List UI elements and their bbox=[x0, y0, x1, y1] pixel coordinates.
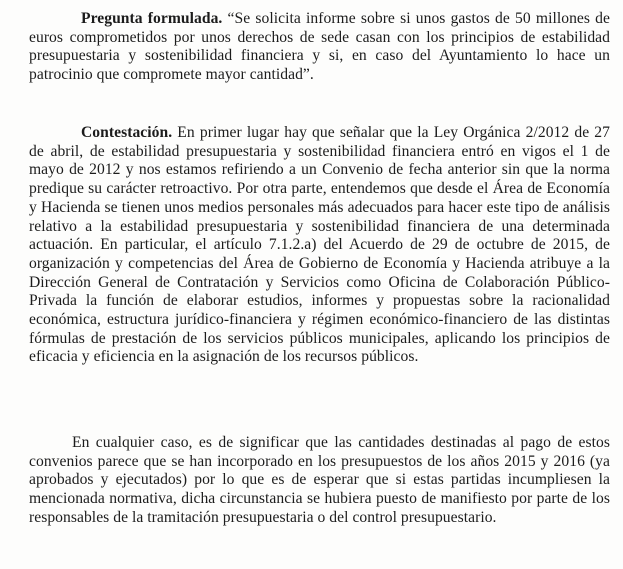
answer-text: En primer lugar hay que señalar que la Ley Orgánica 2/2012 de 27 de abril, de estabilidad presupuestaria y sostenibilidad financiera entró en vigos el 1 de mayo de 2012 y nos estamos refiriendo a un Convenio de fecha anterior sin que la norma predique su carácter retroactivo. Por otra parte, entendemos que desde el Área de Economía y Hacienda se tienen unos medios personales más adecuados para hacer este tipo de análisis relativo a la estabilidad presupuestaria y sostenibilidad financiera de una determinada actuación. En particular, el artículo 7.1.2.a) del Acuerdo de 29 de octubre de 2015, de organización y competencias del Área de Gobierno de Economía y Hacienda atribuye a la Dirección General de Contratación y Servicios como Oficina de Colaboración Público-Privada la función de elaborar estudios, informes y propuestas sobre la racionalidad económica, estructura jurídico-financiera y régimen económico-financiero de las distintas fórmulas de prestación de los servicios públicos municipales, aplicando los principios de eficacia y eficiencia en la asignación de los recursos públicos. bbox=[29, 124, 610, 366]
closing-text: En cualquier caso, es de significar que las cantidades destinadas al pago de estos convenios parece que se han incorporado en los presupuestos de los años 2015 y 2016 (ya aprobados y ejecutados) por lo que es de esperar que si estas partidas incumpliesen la mencionada normativa, dicha circunstancia se hubiera puesto de manifiesto por parte de los responsables de la tramitación presupuestaria o del control presupuestario. bbox=[29, 434, 610, 526]
question-text: “Se solicita informe sobre si unos gastos de 50 millones de euros comprometidos por unos derechos de sede casan con los principios de estabilidad presupuestaria y sostenibilidad financiera y si, en caso del Ayuntamiento lo hace un patrocinio que compromete mayor cantidad”. bbox=[29, 10, 610, 84]
question-paragraph bbox=[29, 10, 610, 85]
answer-label: Contestación. bbox=[81, 124, 173, 141]
answer-paragraph bbox=[29, 124, 610, 367]
question-label: Pregunta formulada. bbox=[81, 10, 223, 27]
closing-paragraph bbox=[29, 434, 610, 528]
